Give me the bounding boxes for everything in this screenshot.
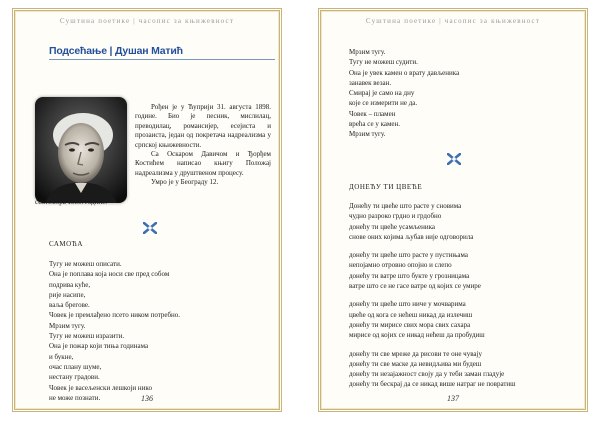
- running-head: Суштина поетике | часопис за књижевност: [59, 17, 235, 25]
- poem-line: донећу ти цвеће што ниче у мочварима: [349, 300, 466, 309]
- poem-line: цвеће од кога се нећеш никад да излечиш: [349, 310, 473, 319]
- poem-line: снове оних којима љубав није одговорила: [349, 232, 474, 241]
- poem-line: Човек – пламен: [349, 109, 396, 118]
- ornament-icon: [143, 222, 157, 234]
- poem-line: чудно разроко грдно и грдобно: [349, 212, 442, 221]
- poem-line: Мрзим тугу.: [349, 130, 386, 139]
- author-bio: [135, 103, 271, 188]
- running-head: Суштина поетике | часопис за књижевност: [365, 17, 541, 25]
- portrait-image: [35, 97, 127, 203]
- poem-line: Човек је премлађено псето ником потребно.: [49, 311, 181, 320]
- right-page: [318, 8, 588, 412]
- poem-line: Она је пожар који тиња годинама: [49, 342, 149, 351]
- poem-line: ватре што се не гасе ватре од којих се умире: [349, 282, 481, 291]
- poem-line: које се измерити не да.: [349, 99, 418, 108]
- poem-line: донећу ти бескрај да се никад више натраг не повратиш: [349, 380, 516, 389]
- poem-donecu: [349, 201, 516, 398]
- author-portrait: [35, 97, 127, 203]
- poem-line: ваља брегове.: [49, 301, 90, 310]
- poem-line: донећу ти незајажност своју да у теби заман гладује: [349, 370, 505, 379]
- poem-line: рије насипе,: [49, 290, 86, 299]
- poem-line: Она је увек камен о врату дављеника: [349, 68, 460, 77]
- poem-line: непојамно отровно опојно и слепо: [349, 261, 452, 270]
- poem-line: Тугу не можеш описати.: [49, 260, 122, 268]
- poem-line: Донећу ти цвеће што расте у сновима: [349, 202, 462, 210]
- page-number: 136: [141, 394, 153, 403]
- poem-title-donecu: ДОНЕЋУ ТИ ЦВЕЋЕ: [349, 183, 423, 191]
- poem-samoca: [49, 259, 180, 403]
- poem-line: Она је поплава која носи све пред собом: [49, 270, 170, 279]
- stanza: [349, 201, 516, 242]
- poem-title-samoca: САМОЋА: [49, 240, 83, 248]
- bio-tail: септембра 1980. године.: [35, 198, 107, 206]
- bio-paragraph: Са Оскаром Давичом и Ђорђем Костићем написао књигу Положај надреализма у друштвеном процесу.: [135, 150, 271, 177]
- poem-line: донећу ти ватре што букте у грозницама: [349, 271, 470, 280]
- poem-line: не може познати.: [49, 393, 101, 402]
- poem-line: донећу ти све маске да невидљива ми будеш: [349, 359, 482, 368]
- poem-line: Тугу не можеш изразити.: [49, 332, 125, 341]
- poem-line: врећа се у камен.: [349, 120, 401, 129]
- poem-line: нестану градови.: [49, 373, 100, 382]
- poem-line: донећу ти мирисе свих мора свих сахара: [349, 320, 471, 329]
- poem-line: очас плану шуме,: [49, 362, 102, 371]
- poem-samoca-continued: [349, 47, 459, 140]
- stanza: [349, 299, 516, 340]
- poem-line: донећу ти све мреже да рисови те оне чувају: [349, 349, 482, 358]
- poem-line: Мрзим тугу.: [49, 321, 86, 330]
- article-title: Подсећање | Душан Матић: [49, 45, 275, 60]
- stanza: [349, 250, 516, 291]
- poem-line: Мрзим тугу.: [349, 48, 386, 56]
- poem-line: Човек је васељенски лешкоји нико: [49, 383, 152, 392]
- poem-line: и букне,: [49, 352, 74, 361]
- stanza: [349, 349, 516, 390]
- poem-line: занавек везан.: [349, 78, 392, 87]
- bio-paragraph: Умро је у Београду 12.: [151, 178, 219, 187]
- ornament-icon: [447, 153, 461, 165]
- left-page: [12, 8, 282, 412]
- poem-line: донећу ти цвеће што расте у пустињама: [349, 251, 468, 260]
- poem-line: мирисе од којих се никад нећеш да пробудиш: [349, 331, 485, 340]
- poem-line: Смирај је само на дну: [349, 89, 415, 98]
- page-number: 137: [447, 394, 459, 403]
- poem-line: Тугу не можеш судити.: [349, 58, 418, 67]
- poem-line: подрива куће,: [49, 280, 91, 289]
- bio-paragraph: Рођен је у Ћуприји 31. августа 1898. године. Био је песник, мислилац, преводилац, романсијер, есејиста и прозаиста, један од покретача надреализма у српској књижевности.: [135, 103, 271, 149]
- poem-line: донећу ти цвеће усамљеника: [349, 222, 436, 231]
